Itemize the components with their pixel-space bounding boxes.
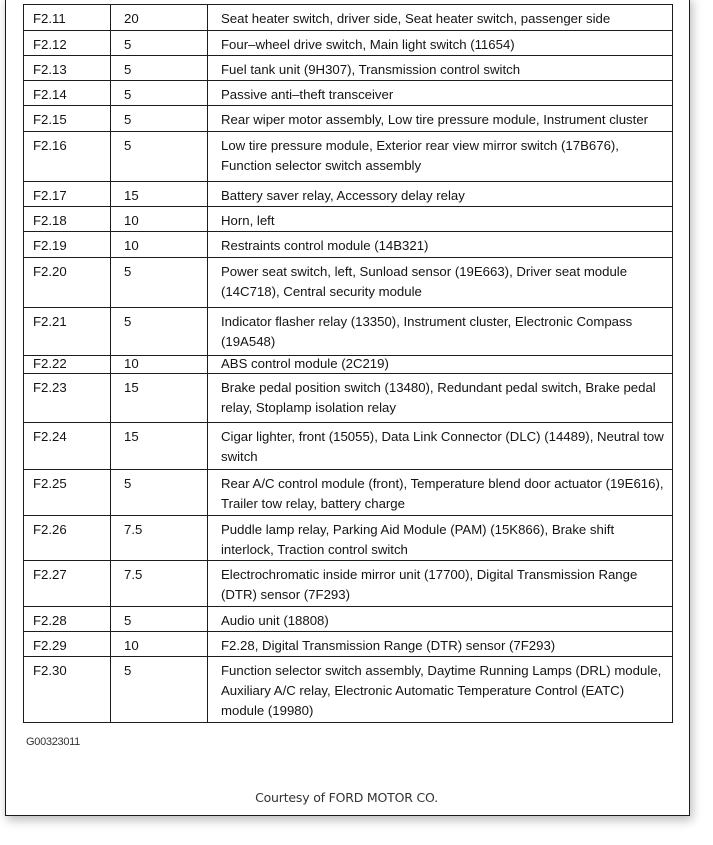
fuse-id-cell: F2.30 [24,657,111,723]
table-row [24,182,673,207]
amperage-cell: 5 [111,657,208,723]
circuits-cell: Function selector switch assembly, Daytime Running Lamps (DRL) module, Auxiliary A/C relay, Electronic Automatic Temperature Control (EATC) module (19980) [208,657,673,723]
circuits-cell: Audio unit (18808) [208,607,673,632]
table-row [24,356,673,374]
circuits-cell: F2.28, Digital Transmission Range (DTR) sensor (7F293) [208,632,673,657]
table-row [24,207,673,232]
fuse-id-cell: F2.26 [24,516,111,561]
table-row [24,56,673,81]
amperage-cell: 5 [111,308,208,356]
amperage-cell: 15 [111,423,208,470]
circuits-cell: Cigar lighter, front (15055), Data Link Connector (DLC) (14489), Neutral tow switch [208,423,673,470]
fuse-id-cell: F2.16 [24,132,111,182]
fuse-id-cell: F2.15 [24,106,111,132]
amperage-cell: 5 [111,607,208,632]
amperage-cell: 5 [111,56,208,81]
circuits-cell: Horn, left [208,207,673,232]
fuse-id-cell: F2.22 [24,356,111,374]
circuits-cell: Low tire pressure module, Exterior rear view mirror switch (17B676), Function selector switch assembly [208,132,673,182]
amperage-cell: 5 [111,106,208,132]
fuse-table [23,4,673,723]
amperage-cell: 7.5 [111,516,208,561]
fuse-table-body [24,5,673,723]
amperage-cell: 15 [111,182,208,207]
circuits-cell: Seat heater switch, driver side, Seat heater switch, passenger side [208,5,673,31]
table-row [24,561,673,607]
fuse-id-cell: F2.14 [24,81,111,106]
fuse-id-cell: F2.17 [24,182,111,207]
table-row [24,516,673,561]
table-row [24,657,673,723]
amperage-cell: 10 [111,356,208,374]
amperage-cell: 10 [111,632,208,657]
fuse-id-cell: F2.13 [24,56,111,81]
table-row [24,632,673,657]
fuse-id-cell: F2.20 [24,258,111,308]
table-row [24,423,673,470]
table-row [24,5,673,31]
circuits-cell: ABS control module (2C219) [208,356,673,374]
amperage-cell: 20 [111,5,208,31]
table-row [24,31,673,56]
amperage-cell: 10 [111,232,208,258]
circuits-cell: Indicator flasher relay (13350), Instrument cluster, Electronic Compass (19A548) [208,308,673,356]
circuits-cell: Four–wheel drive switch, Main light switch (11654) [208,31,673,56]
table-row [24,374,673,423]
fuse-id-cell: F2.11 [24,5,111,31]
circuits-cell: Power seat switch, left, Sunload sensor (19E663), Driver seat module (14C718), Central security module [208,258,673,308]
circuits-cell: Electrochromatic inside mirror unit (17700), Digital Transmission Range (DTR) sensor (7F293) [208,561,673,607]
table-row [24,132,673,182]
courtesy-caption: Courtesy of FORD MOTOR CO. [255,790,438,805]
fuse-id-cell: F2.18 [24,207,111,232]
fuse-id-cell: F2.24 [24,423,111,470]
amperage-cell: 10 [111,207,208,232]
figure-id: G00323011 [26,736,80,748]
table-row [24,258,673,308]
fuse-id-cell: F2.19 [24,232,111,258]
fuse-id-cell: F2.25 [24,470,111,516]
fuse-id-cell: F2.29 [24,632,111,657]
table-row [24,308,673,356]
table-row [24,607,673,632]
circuits-cell: Fuel tank unit (9H307), Transmission control switch [208,56,673,81]
amperage-cell: 5 [111,132,208,182]
amperage-cell: 5 [111,81,208,106]
fuse-id-cell: F2.12 [24,31,111,56]
amperage-cell: 5 [111,258,208,308]
table-row [24,106,673,132]
circuits-cell: Rear wiper motor assembly, Low tire pressure module, Instrument cluster [208,106,673,132]
circuits-cell: Rear A/C control module (front), Temperature blend door actuator (19E616), Trailer tow relay, battery charge [208,470,673,516]
fuse-id-cell: F2.28 [24,607,111,632]
amperage-cell: 7.5 [111,561,208,607]
amperage-cell: 5 [111,31,208,56]
circuits-cell: Brake pedal position switch (13480), Redundant pedal switch, Brake pedal relay, Stoplamp isolation relay [208,374,673,423]
table-row [24,470,673,516]
table-row [24,232,673,258]
table-row [24,81,673,106]
circuits-cell: Puddle lamp relay, Parking Aid Module (PAM) (15K866), Brake shift interlock, Traction control switch [208,516,673,561]
amperage-cell: 15 [111,374,208,423]
fuse-table-container [23,4,671,723]
amperage-cell: 5 [111,470,208,516]
fuse-id-cell: F2.21 [24,308,111,356]
circuits-cell: Passive anti–theft transceiver [208,81,673,106]
fuse-id-cell: F2.23 [24,374,111,423]
fuse-id-cell: F2.27 [24,561,111,607]
circuits-cell: Restraints control module (14B321) [208,232,673,258]
circuits-cell: Battery saver relay, Accessory delay relay [208,182,673,207]
